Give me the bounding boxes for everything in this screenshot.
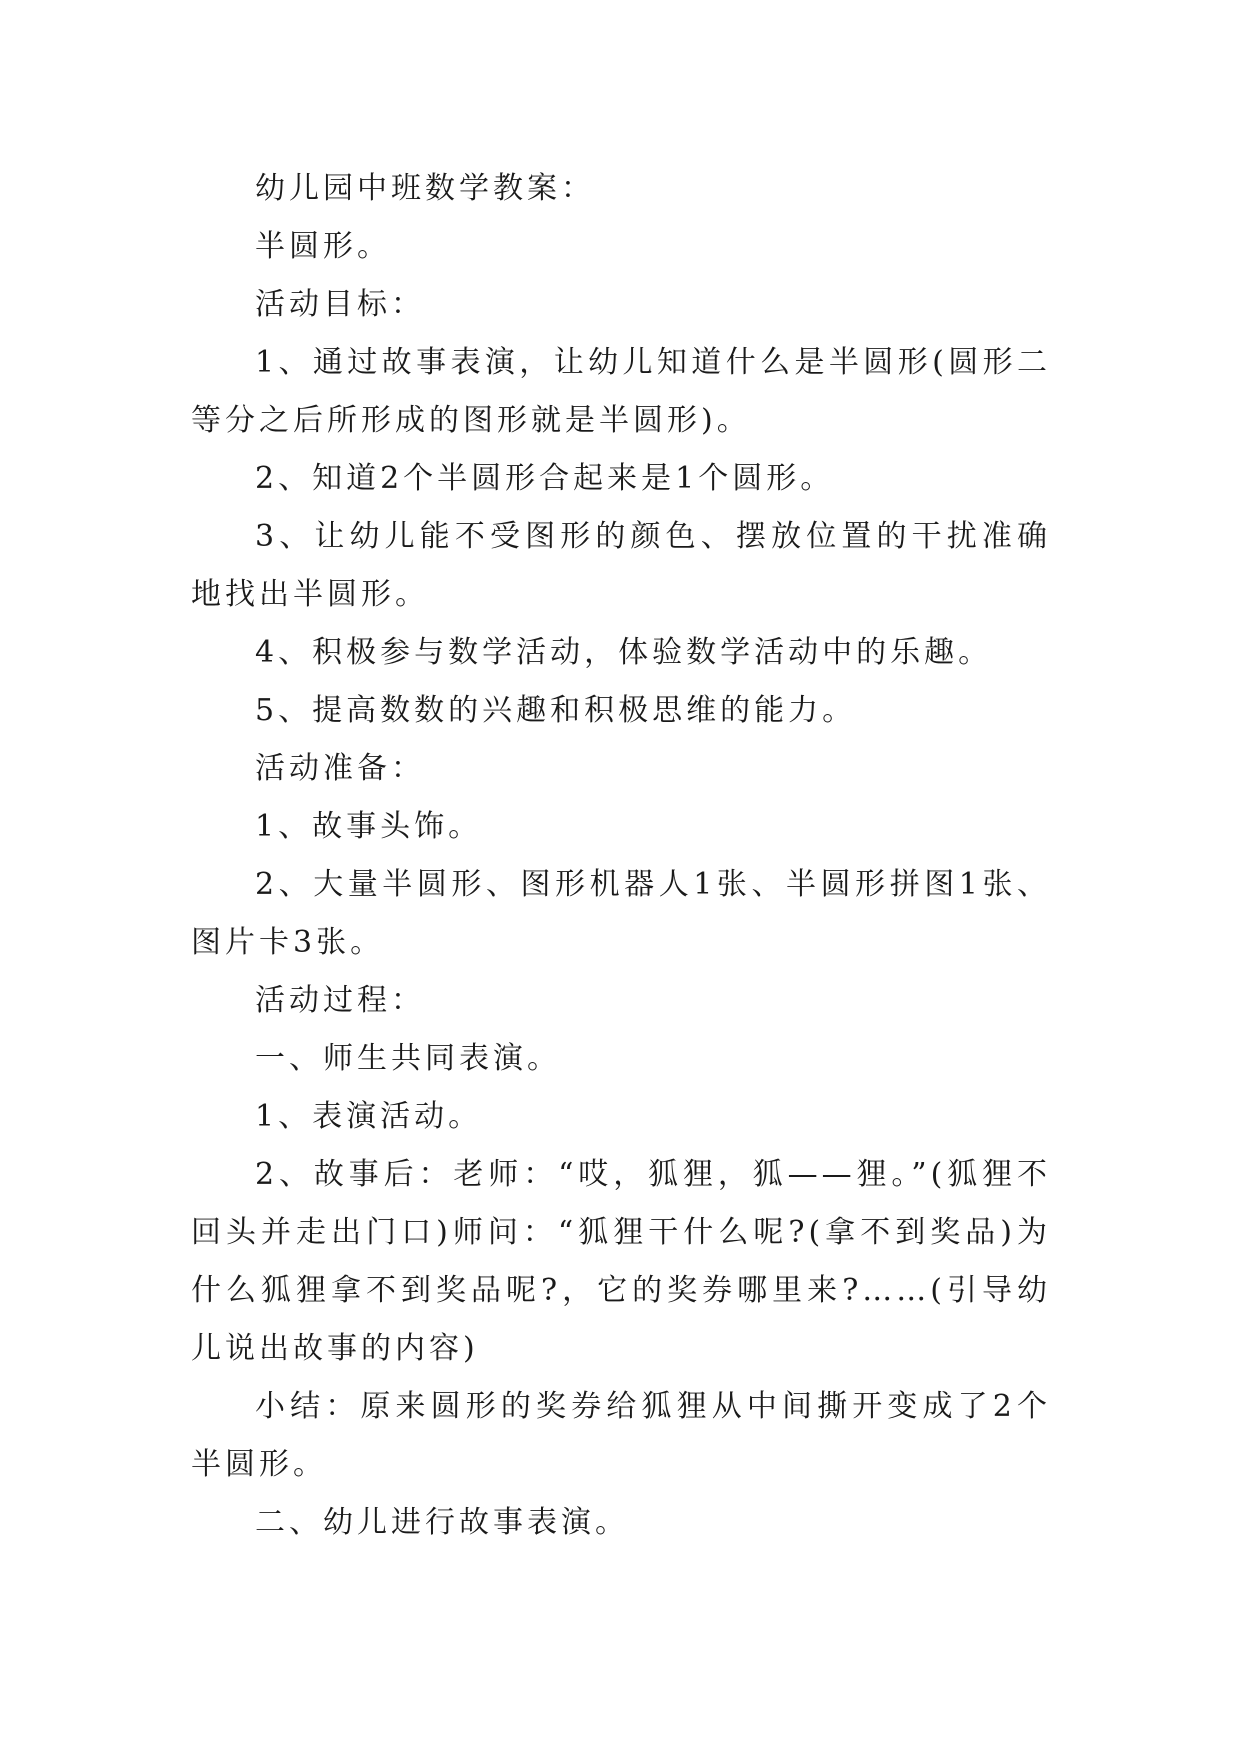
goal-item-3: 3、让幼儿能不受图形的颜色、摆放位置的干扰准确地找出半圆形。 [191, 519, 1051, 612]
preparation-item-2: 2、大量半圆形、图形机器人1张、半圆形拼图1张、图片卡3张。 [191, 867, 1051, 960]
section-heading-process: 活动过程： [255, 983, 425, 1018]
lesson-title: 幼儿园中班数学教案： [255, 171, 595, 206]
section-heading-preparation: 活动准备： [255, 751, 425, 786]
lesson-topic: 半圆形。 [255, 229, 391, 264]
process-step-2: 二、幼儿进行故事表演。 [255, 1505, 629, 1540]
process-substep-1: 1、表演活动。 [255, 1099, 483, 1134]
process-substep-2: 2、故事后：老师：“哎，狐狸，狐——狸。”(狐狸不回头并走出门口)师问：“狐狸干什么呢?(拿不到奖品)为什么狐狸拿不到奖品呢?，它的奖券哪里来?……(引导幼儿说出故事的内容) [191, 1157, 1051, 1366]
process-step-1: 一、师生共同表演。 [255, 1041, 561, 1076]
goal-item-5: 5、提高数数的兴趣和积极思维的能力。 [255, 693, 857, 728]
goal-item-2: 2、知道2个半圆形合起来是1个圆形。 [255, 461, 835, 496]
document-body [191, 160, 1051, 1552]
goal-item-1: 1、通过故事表演，让幼儿知道什么是半圆形(圆形二等分之后所形成的图形就是半圆形)。 [191, 345, 1051, 438]
goal-item-4: 4、积极参与数学活动，体验数学活动中的乐趣。 [255, 635, 993, 670]
preparation-item-1: 1、故事头饰。 [255, 809, 483, 844]
process-summary: 小结：原来圆形的奖券给狐狸从中间撕开变成了2个半圆形。 [191, 1389, 1051, 1482]
section-heading-goals: 活动目标： [255, 287, 425, 322]
